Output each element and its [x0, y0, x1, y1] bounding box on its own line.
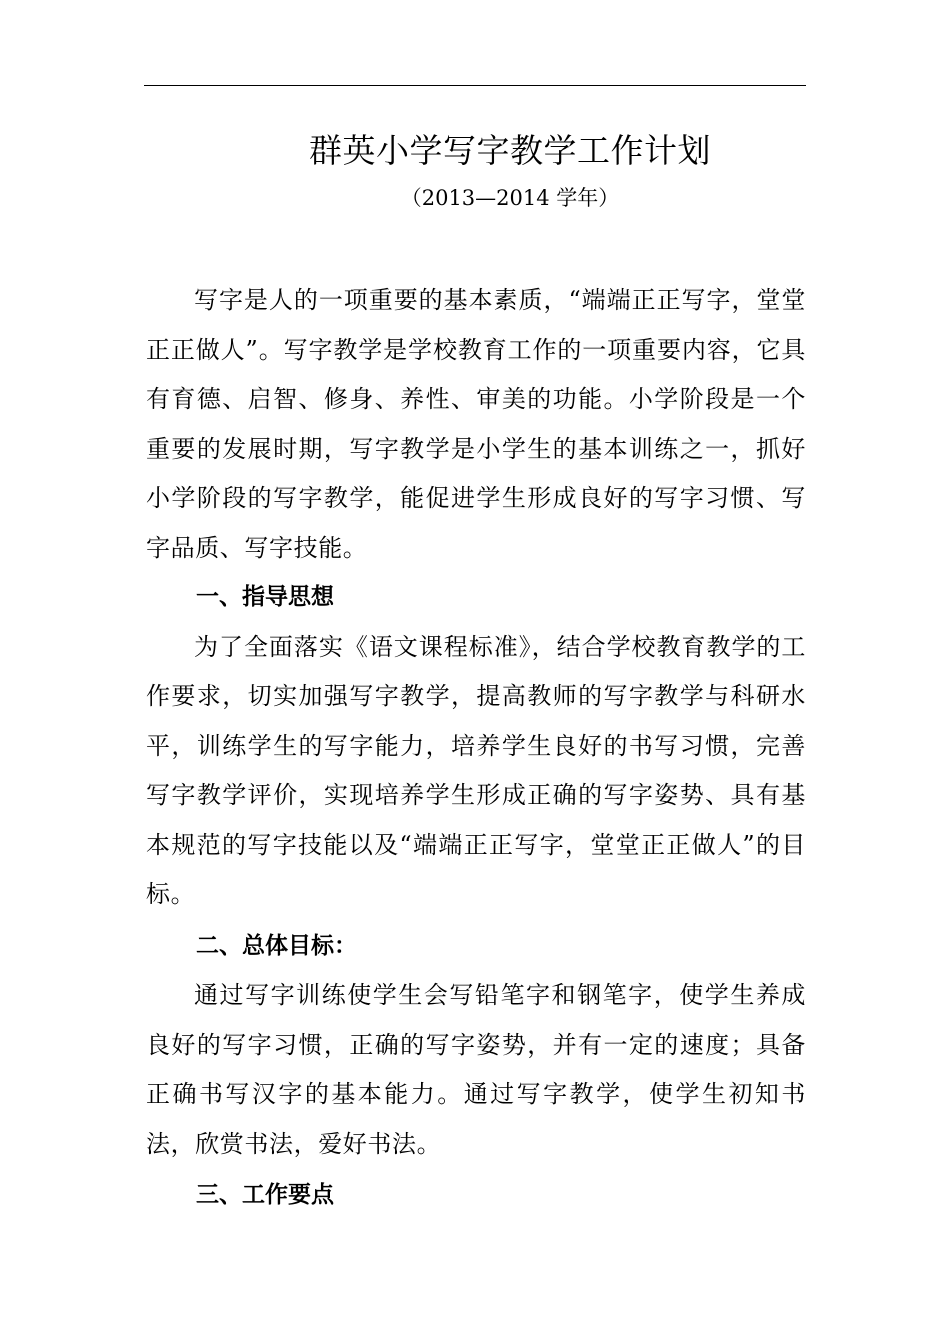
section-paragraph-overall-goals: 通过写字训练使学生会写铅笔字和钢笔字，使学生养成良好的写字习惯，正确的写字姿势，并有一定的速度；具备正确书写汉字的基本能力。通过写字教学，使学生初知书法，欣赏书法，爱好书法。 [146, 981, 806, 1158]
page-subtitle: （2013—2014 学年） [400, 186, 620, 210]
intro-paragraph: 写字是人的一项重要的基本素质，“端端正正写字，堂堂正正做人”。写字教学是学校教育工作的一项重要内容，它具有育德、启智、修身、养性、审美的功能。小学阶段是一个重要的发展时期，写字教学是小学生的基本训练之一，抓好小学阶段的写字教学，能促进学生形成良好的写字习惯、写字品质、写字技能。 [146, 286, 806, 562]
header-rule [144, 85, 806, 86]
section-heading-guiding-ideology: 一、指导思想 [196, 584, 334, 610]
document-body [146, 276, 806, 1221]
section-paragraph-guiding-ideology: 为了全面落实《语文课程标准》，结合学校教育教学的工作要求，切实加强写字教学，提高教师的写字教学与科研水平，训练学生的写字能力，培养学生良好的书写习惯，完善写字教学评价，实现培养学生形成正确的写字姿势、具有基本规范的写字技能以及“端端正正写字，堂堂正正做人”的目标。 [146, 632, 806, 908]
section-heading-work-points: 三、工作要点 [196, 1182, 334, 1208]
section-heading-overall-goals: 二、总体目标： [196, 932, 357, 959]
page-title: 群英小学写字教学工作计划 [309, 131, 711, 170]
